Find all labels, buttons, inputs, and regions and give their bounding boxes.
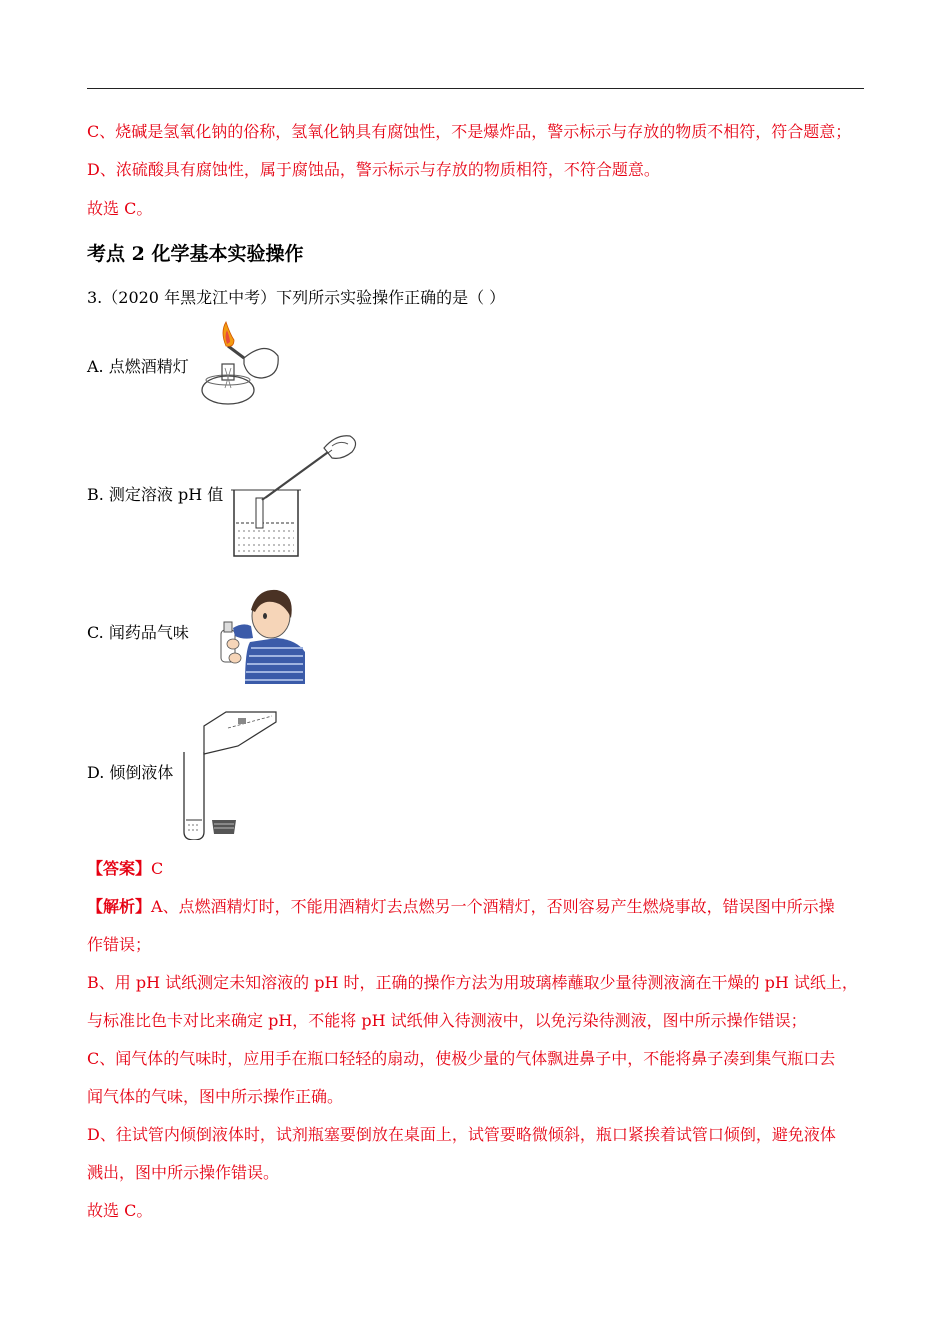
analysis-d-line1: D、往试管内倾倒液体时，试剂瓶塞要倒放在桌面上，试管要略微倾斜，瓶口紧挨着试管口倾倒，避免液体 xyxy=(87,1125,836,1144)
answer-value: C xyxy=(151,859,164,878)
prev-answer-conclusion: 故选 C。 xyxy=(87,199,153,218)
section-heading: 考点 2 化学基本实验操作 xyxy=(87,243,304,265)
analysis-b-line2: 与标准比色卡对比来确定 pH，不能将 pH 试纸伸入待测液中，以免污染待测液，图中所示操作错误； xyxy=(87,1011,807,1030)
analysis-c-line2: 闻气体的气味，图中所示操作正确。 xyxy=(87,1087,344,1106)
analysis-d-line2: 溅出，图中所示操作错误。 xyxy=(87,1163,280,1182)
pouring-liquid-figure xyxy=(176,708,296,840)
analysis-b-line1: B、用 pH 试纸测定未知溶液的 pH 时，正确的操作方法为用玻璃棒蘸取少量待测液滴在干燥的 pH 试纸上， xyxy=(87,973,858,992)
answer-line xyxy=(87,859,163,879)
ph-test-beaker-figure xyxy=(228,428,363,563)
prev-answer-line-c: C、烧碱是氢氧化钠的俗称，氢氧化钠具有腐蚀性，不是爆炸品，警示标示与存放的物质不相符，符合题意； xyxy=(87,122,852,141)
option-c-label: C. 闻药品气味 xyxy=(87,623,189,642)
analysis-c-line1: C、闻气体的气味时，应用手在瓶口轻轻的扇动，使极少量的气体飘进鼻子中，不能将鼻子凑到集气瓶口去 xyxy=(87,1049,836,1068)
prev-answer-line-d: D、浓硫酸具有腐蚀性，属于腐蚀品，警示标示与存放的物质相符，不符合题意。 xyxy=(87,160,660,179)
analysis-a-line2: 作错误； xyxy=(87,935,152,954)
option-a-label: A. 点燃酒精灯 xyxy=(87,357,189,376)
analysis-a-line1 xyxy=(87,897,835,917)
option-b-label: B. 测定溶液 pH 值 xyxy=(87,485,224,504)
analysis-a-text: A、点燃酒精灯时，不能用酒精灯去点燃另一个酒精灯，否则容易产生燃烧事故，错误图中所示操 xyxy=(151,897,835,916)
analysis-conclusion: 故选 C。 xyxy=(87,1201,153,1220)
boy-smelling-figure xyxy=(205,582,305,687)
header-rule xyxy=(87,88,864,89)
answer-tag: 【答案】 xyxy=(87,859,152,878)
analysis-tag: 【解析】 xyxy=(87,897,152,916)
question-stem: 3.（2020 年黑龙江中考）下列所示实验操作正确的是（ ） xyxy=(87,288,506,307)
option-d-label: D. 倾倒液体 xyxy=(87,763,174,782)
alcohol-lamp-figure xyxy=(196,318,286,413)
